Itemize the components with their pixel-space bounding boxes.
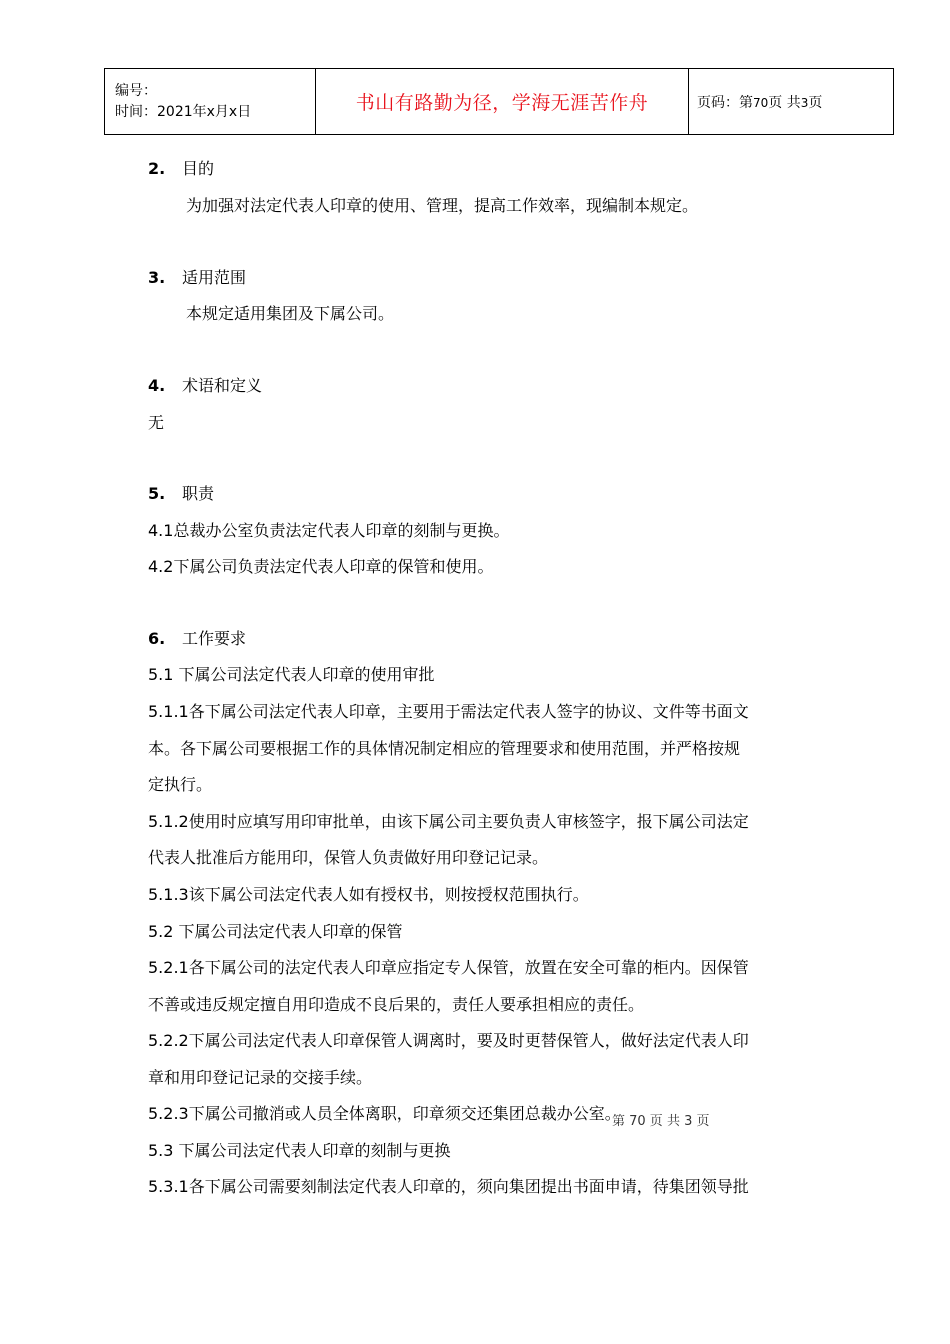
section-number: 4. xyxy=(148,376,166,395)
paragraph-line: 5.1.2使用时应填写用印审批单，由该下属公司主要负责人审核签字，报下属公司法定 xyxy=(148,812,749,831)
paragraph-line: 代表人批准后方能用印，保管人负责做好用印登记记录。 xyxy=(148,848,549,867)
page-number-note: 第 70 页 共 3 页 xyxy=(612,1114,710,1129)
page-code-prefix: 页码：第 xyxy=(697,94,753,111)
paragraph-line: 不善或违反规定擅自用印造成不良后果的，责任人要承担相应的责任。 xyxy=(148,995,645,1014)
paragraph-line: 5.1.1各下属公司法定代表人印章，主要用于需法定代表人签字的协议、文件等书面文 xyxy=(148,702,749,721)
section-heading-scope xyxy=(148,266,246,290)
section-title: 工作要求 xyxy=(182,629,247,648)
paragraph-line: 5.1.3该下属公司法定代表人如有授权书，则按授权范围执行。 xyxy=(148,885,589,904)
section-title: 目的 xyxy=(182,159,215,178)
header-page-code xyxy=(689,69,894,135)
document-time-label: 时间：2021年x月x日 xyxy=(115,103,252,120)
paragraph-line: 5.3.1各下属公司需要刻制法定代表人印章的，须向集团提出书面申请，待集团领导批 xyxy=(148,1177,749,1196)
section-number: 5. xyxy=(148,484,166,503)
scope-text: 本规定适用集团及下属公司。 xyxy=(186,304,395,323)
page-code-number: 70 xyxy=(753,95,769,110)
paragraph-line: 5.2.3下属公司撤消或人员全体离职，印章须交还集团总裁办公室。 xyxy=(148,1104,621,1123)
paragraph-line: 本。各下属公司要根据工作的具体情况制定相应的管理要求和使用范围，并严格按规 xyxy=(148,739,741,758)
section-number: 6. xyxy=(148,629,166,648)
section-title: 适用范围 xyxy=(182,268,247,287)
header-motto: 书山有路勤为径，学海无涯苦作舟 xyxy=(316,69,689,135)
page-code-total: 3 xyxy=(800,95,809,110)
subsection-heading: 5.3 下属公司法定代表人印章的刻制与更换 xyxy=(148,1141,451,1160)
header-meta-cell xyxy=(105,69,316,135)
document-header-table xyxy=(104,68,894,135)
page-code-mid: 页 共 xyxy=(768,94,801,111)
subsection-heading: 5.2 下属公司法定代表人印章的保管 xyxy=(148,922,403,941)
duty-line: 4.2下属公司负责法定代表人印章的保管和使用。 xyxy=(148,557,494,576)
section-number: 2. xyxy=(148,159,166,178)
terms-text: 无 xyxy=(148,413,165,432)
purpose-text: 为加强对法定代表人印章的使用、管理，提高工作效率，现编制本规定。 xyxy=(186,196,699,215)
document-number-label: 编号： xyxy=(115,82,157,99)
paragraph-line: 5.2.2下属公司法定代表人印章保管人调离时，要及时更替保管人，做好法定代表人印 xyxy=(148,1031,749,1050)
section-heading-terms xyxy=(148,374,262,398)
paragraph-line: 定执行。 xyxy=(148,775,213,794)
paragraph-line: 章和用印登记记录的交接手续。 xyxy=(148,1068,373,1087)
section-title: 职责 xyxy=(182,484,215,503)
section-number: 3. xyxy=(148,268,166,287)
duty-line: 4.1总裁办公室负责法定代表人印章的刻制与更换。 xyxy=(148,521,510,540)
section-title: 术语和定义 xyxy=(182,376,263,395)
paragraph-line: 5.2.1各下属公司的法定代表人印章应指定专人保管，放置在安全可靠的柜内。因保管 xyxy=(148,958,749,977)
page-code-suffix: 页 xyxy=(808,94,823,111)
section-heading-purpose xyxy=(148,157,214,181)
subsection-heading: 5.1 下属公司法定代表人印章的使用审批 xyxy=(148,665,435,684)
section-heading-requirements xyxy=(148,627,246,651)
section-heading-duties xyxy=(148,482,214,506)
